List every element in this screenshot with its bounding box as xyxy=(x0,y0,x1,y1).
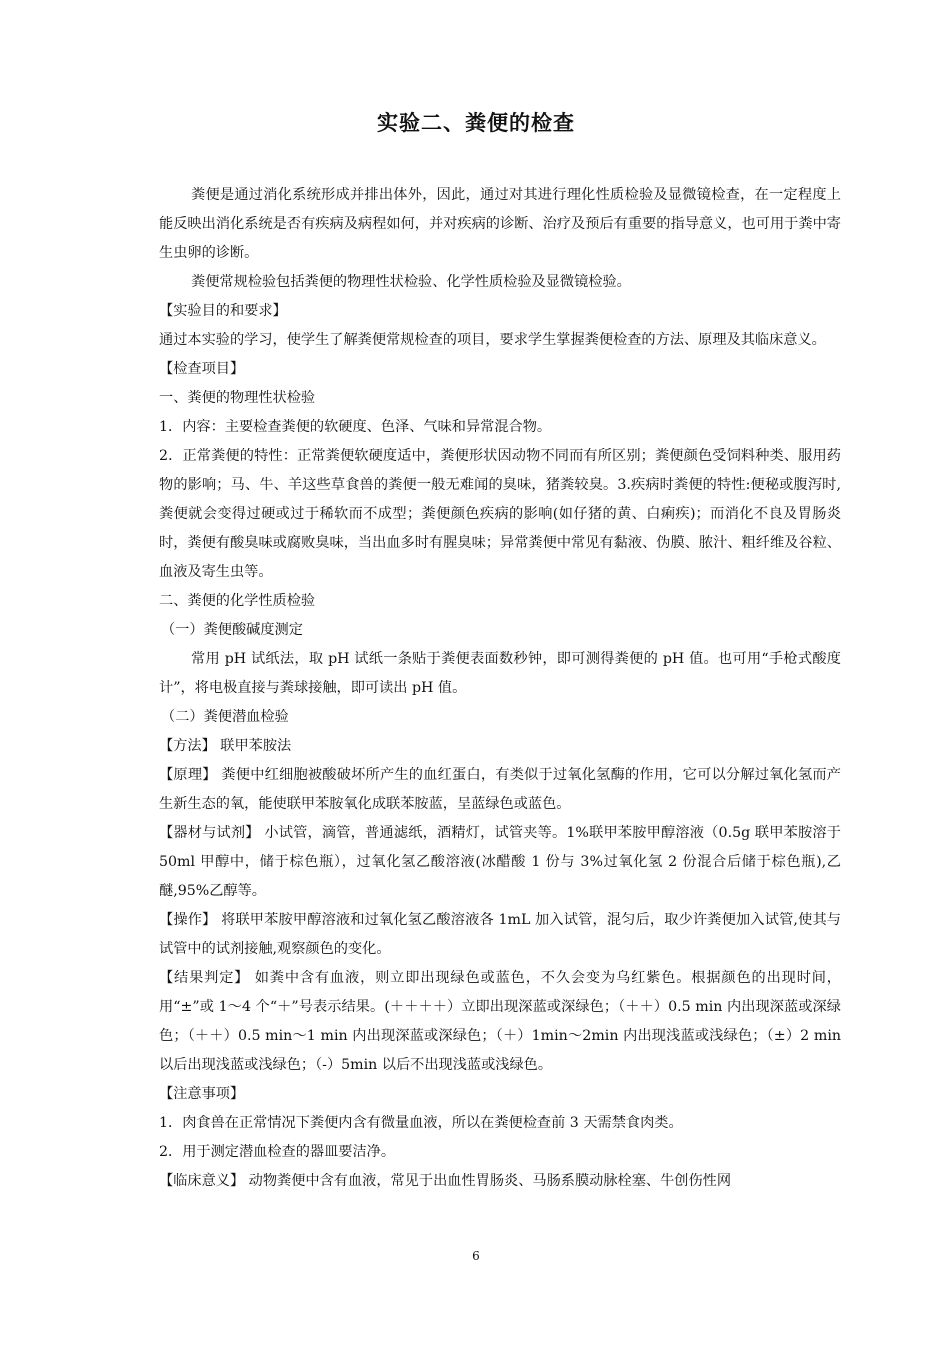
section-1-content: 1．内容：主要检查粪便的软硬度、色泽、气味和异常混合物。 xyxy=(159,419,552,435)
intro-paragraph-2: 粪便常规检验包括粪便的物理性状检验、化学性质检验及显微镜检验。 xyxy=(191,274,631,290)
goal-text: 通过本实验的学习，使学生了解粪便常规检查的项目，要求学生掌握粪便检查的方法、原理及其临床意义。 xyxy=(159,332,826,348)
note-1: 1．肉食兽在正常情况下粪便内含有微量血液，所以在粪便检查前 3 天需禁食肉类。 xyxy=(159,1115,683,1131)
note-2: 2．用于测定潜血检查的器皿要洁净。 xyxy=(159,1144,396,1160)
operation-text: 【操作】 将联甲苯胺甲醇溶液和过氧化氢乙酸溶液各 1mL 加入试管，混匀后，取少许粪便加入试管,使其与试管中的试剂接触,观察颜色的变化。 xyxy=(159,912,841,957)
subsection-2-heading: （二）粪便潜血检验 xyxy=(161,709,289,725)
materials-text: 【器材与试剂】 小试管，滴管，普通滤纸，酒精灯，试管夹等。1%联甲苯胺甲醇溶液（0.5g 联甲苯胺溶于 50ml 甲醇中，储于棕色瓶），过氧化氢乙酸溶液(冰醋酸 1 份与 3%过氧化氢 2 份混合后储于棕色瓶),乙醚,95%乙醇等。 xyxy=(159,825,841,899)
document-body xyxy=(159,181,841,1196)
clinical-significance-text: 【临床意义】 动物粪便中含有血液，常见于出血性胃肠炎、马肠系膜动脉栓塞、牛创伤性网 xyxy=(159,1173,732,1189)
principle-text: 【原理】 粪便中红细胞被酸破坏所产生的血红蛋白，有类似于过氧化氢酶的作用，它可以分解过氧化氢而产生新生态的氧，能使联甲苯胺氧化成联苯胺蓝，呈蓝绿色或蓝色。 xyxy=(159,767,841,812)
items-heading: 【检查项目】 xyxy=(159,361,245,377)
subsection-1-text: 常用 pH 试纸法，取 pH 试纸一条贴于粪便表面数秒钟，即可测得粪便的 pH 值。也可用“手枪式酸度计”，将电极直接与粪球接触，即可读出 pH 值。 xyxy=(159,651,841,696)
subsection-1-heading: （一）粪便酸碱度测定 xyxy=(161,622,303,638)
goal-heading: 【实验目的和要求】 xyxy=(159,303,287,319)
result-text: 【结果判定】 如粪中含有血液，则立即出现绿色或蓝色，不久会变为乌红紫色。根据颜色的出现时间，用“±”或 1～4 个“＋”号表示结果。(＋＋＋＋）立即出现深蓝或深绿色；（＋＋）0.5 min 内出现深蓝或深绿色；（＋＋）0.5 min～1 min 内出现深蓝或深绿色；（＋）1min～2min 内出现浅蓝或浅绿色；（±）2 min 以后出现浅蓝或浅绿色；（-）5min 以后不出现浅蓝或浅绿色。 xyxy=(159,970,841,1073)
page-title: 实验二、粪便的检查 xyxy=(377,111,575,135)
page-number: 6 xyxy=(472,1249,480,1263)
notes-heading: 【注意事项】 xyxy=(159,1086,245,1102)
method-text: 【方法】 联甲苯胺法 xyxy=(159,738,292,754)
section-1-heading: 一、粪便的物理性状检验 xyxy=(159,390,316,406)
intro-paragraph-1: 粪便是通过消化系统形成并排出体外，因此，通过对其进行理化性质检验及显微镜检查，在一定程度上能反映出消化系统是否有疾病及病程如何，并对疾病的诊断、治疗及预后有重要的指导意义，也可用于粪中寄生虫卵的诊断。 xyxy=(159,187,841,261)
section-2-heading: 二、粪便的化学性质检验 xyxy=(159,593,316,609)
section-1-characteristics: 2．正常粪便的特性：正常粪便软硬度适中，粪便形状因动物不同而有所区别；粪便颜色受饲料种类、服用药物的影响；马、牛、羊这些草食兽的粪便一般无难闻的臭味，猪粪较臭。3.疾病时粪便的特性:便秘或腹泻时,粪便就会变得过硬或过于稀软而不成型；粪便颜色疾病的影响(如仔猪的黄、白痢疾)；而消化不良及胃肠炎时，粪便有酸臭味或腐败臭味，当出血多时有腥臭味；异常粪便中常见有黏液、伪膜、脓汁、粗纤维及谷粒、血液及寄生虫等。 xyxy=(159,448,841,580)
